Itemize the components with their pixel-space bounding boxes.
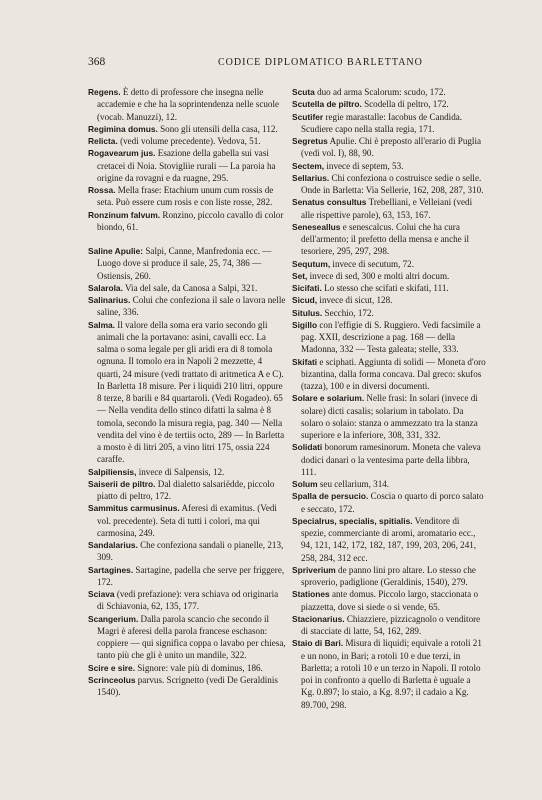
glossary-entry [292, 294, 486, 306]
entry-headword: Salarola. [88, 282, 123, 293]
glossary-entry [88, 245, 286, 282]
entry-definition: invece di sed, 300 e molti altri docum. [307, 270, 450, 281]
entry-definition: Via del sale, da Canosa a Salpi, 321. [122, 282, 258, 293]
entry-headword: Sellarius. [292, 172, 330, 183]
entry-definition: Dalla parola scancio che secondo il Magri è aferesi della parola francese eschason: coppiere — qui significa coppa o lavabo per chiesa, tanto più che gli è unito un mandile, 322. [97, 613, 286, 661]
entry-definition: con l'effigie di S. Ruggiero. Vedi facsimile a pag. XXII, descrizione a pag. 168 — della Madonna, 332 — Testa galeata; stelle, 333. [301, 319, 481, 355]
entry-definition: Venditore di spezie, commerciante di aromi, aromatario ecc., 94, 121, 142, 172, 182, 187, 199, 203, 206, 241, 258, 284, 312 ecc. [301, 515, 477, 563]
entry-definition: invece di Salpensis, 12. [136, 466, 225, 477]
glossary-entry [292, 392, 486, 441]
entry-headword: Staio di Bari. [292, 638, 344, 649]
entry-definition: Salpi, Canne, Manfredonia ecc. — Luogo dove si produce il sale, 25, 74, 386 — Ostiensis, 260. [97, 246, 272, 281]
entry-definition: Chi confeziona o costruisce sedie o selle. Onde in Barletta: Via Sellerie, 162, 208, 287, 310. [301, 172, 484, 195]
entry-headword: Saline Apulie: [88, 246, 144, 256]
entry-headword: Seneseallus [292, 221, 341, 232]
glossary-entry [88, 294, 286, 319]
entry-definition: Il valore della soma era vario secondo gli animali che la portavano: asini, cavalli ecc. La salma o soma legale per gli aridi era di 8 tomola ognuna. Il tomolo era in Napoli 2 mezzette, 4 quarti, 24 misure (vedi trattato di aritmetica A e C). In Barletta 18 misure. Per i liquidi 210 litri, oppure 8 terze, 8 barili e 84 quartaroli. (Vedi Rogadeo). 65 — Nella vendita dello stinco difatti la salma è 8 tomola, secondo la misura regia, pag. 340 — Nella vendita del vino è de tertiis octo, 289 — In Barletta a mosto è di litri 205, a vino litri 175, ossia 224 caraffe. [97, 319, 285, 465]
entry-headword: Sequtum, [292, 258, 331, 269]
entry-headword: Regens. [88, 87, 121, 97]
entry-definition: invece di sicut, 128. [317, 295, 393, 306]
entry-definition: Sartagine, padella che serve per friggere, 172. [97, 564, 285, 587]
glossary-entry [292, 270, 486, 282]
glossary-entry [88, 662, 286, 674]
entry-headword: Sartagines. [88, 564, 134, 575]
glossary-entry [88, 319, 286, 466]
entry-definition: (vedi prefazione): vera schiava od originaria di Schiavonia, 62, 135, 177. [97, 589, 279, 612]
right-column [292, 86, 486, 711]
entry-headword: Salinarius. [88, 295, 131, 305]
entry-headword: Sicud, [292, 295, 318, 306]
entry-headword: Sciava [88, 589, 115, 599]
entry-headword: Salma. [88, 319, 116, 330]
entry-headword: Scutifer [292, 111, 324, 122]
entry-definition: ante domus. Piccolo largo, staccionata o piazzetta, dove si siede o si vende, 65. [301, 589, 479, 612]
entry-definition: Scodella di peltro, 172. [361, 99, 449, 110]
entry-definition: Sono gli utensili della casa, 112. [157, 123, 278, 134]
entry-headword: Salpiliensis, [88, 466, 137, 477]
entry-definition: invece di septem, 53. [324, 160, 404, 171]
glossary-entry [88, 674, 286, 699]
glossary-entry [292, 172, 486, 197]
glossary-entry [292, 564, 486, 589]
entry-definition: Secchio, 172. [322, 307, 374, 318]
entry-headword: Set, [292, 270, 308, 281]
glossary-entry [292, 441, 486, 478]
entry-headword: Regimina domus. [88, 123, 158, 134]
entry-definition: È detto di professore che insegna nelle accademie e che ha la soprintendenza nelle scuole (vocab. Manuzzi), 12. [97, 87, 280, 122]
entry-headword: Spalla de persucio. [292, 491, 369, 502]
entry-headword: Scire e sire. [88, 662, 136, 673]
entry-definition: Signore: vale più di dominus, 186. [135, 662, 263, 673]
glossary-entry [88, 478, 286, 503]
running-head: CODICE DIPLOMATICO BARLETTANO [218, 57, 423, 68]
entry-headword: Solare e solarium. [292, 393, 365, 404]
glossary-entry [292, 282, 486, 294]
entry-definition: Colui che confeziona il sale o lavora nelle saline, 336. [97, 295, 286, 318]
glossary-entry [292, 160, 486, 172]
glossary-entry [88, 466, 286, 478]
entry-headword: Sandalarius. [88, 540, 138, 550]
entry-headword: Stationes [292, 589, 330, 600]
glossary-entry [292, 319, 486, 356]
glossary-entry [292, 258, 486, 270]
glossary-entry [292, 588, 486, 613]
glossary-entry [88, 502, 286, 539]
glossary-entry [88, 564, 286, 589]
entry-definition: (vedi volume precedente). Vedova, 51. [117, 136, 261, 146]
entry-definition: bonorum ramesinorum. Moneta che valeva dodici danari o la ventesima parte della libbra, 111. [301, 442, 481, 477]
entry-headword: Sicifati. [292, 283, 322, 293]
page-number: 368 [88, 56, 106, 68]
glossary-entry [292, 515, 486, 564]
glossary-entry [88, 184, 286, 209]
entry-definition: Mella frase: Etachium unum cum rossis de seta. Può essere cum rosis e con liste rosse, 282. [97, 185, 274, 208]
entry-definition: parvus. Scrignetto (vedi De Geraldinis 1540). [97, 674, 278, 697]
entry-definition: Ronzino, piccolo cavallo di color biondo, 61. [97, 209, 284, 232]
glossary-entry [88, 86, 286, 123]
entry-definition: Apulie. Chi è preposto all'erario di Puglia (vedi vol. I), 88, 90. [301, 136, 482, 159]
glossary-entry [292, 356, 486, 393]
entry-definition: duo ad arma Scalorum: scudo, 172. [314, 87, 446, 97]
glossary-entry [292, 111, 486, 136]
entry-definition: Misura di liquidi; equivale a rotoli 21 e un nono, in Bari; a rotoli 10 e due terzi, in Barletta; a rotoli 10 e un terzo in Napoli. Il rotolo poi in confronto a quello di Barletta è uguale a Kg. 0.897; lo staio, a Kg. 8.97; il cadaio a Kg. 89.700, 298. [301, 638, 482, 710]
entry-definition: Che confeziona sandali o pianelle, 213, 309. [97, 540, 284, 563]
entry-headword: Saiserii de piltro. [88, 478, 156, 489]
entry-headword: Scutella de piltro. [292, 99, 362, 110]
glossary-entry [88, 588, 286, 613]
entry-definition: Lo stesso che scifati e skifati, 111. [321, 283, 449, 293]
entry-definition: seu cellarium, 314. [317, 479, 390, 489]
entry-headword: Relicta. [88, 136, 118, 146]
entry-definition: Nelle frasi: In solari (invece di solare) dicti casalis; solarium in tabolato. Da solaro o solaio: stanza o ammezzato tra la stanza superiore e la inferiore, 308, 331, 332. [301, 393, 478, 440]
glossary-entry [88, 147, 286, 184]
entry-headword: Spriverium [292, 564, 336, 575]
entry-headword: Skifati [292, 356, 318, 367]
entry-definition: Esazione della gabella sui vasi cretacei di Noia. Stovigliie rurali — La paroia ha origine da rovagni e da ruagne, 295. [97, 148, 276, 183]
glossary-entry [292, 98, 486, 110]
entry-headword: Solidati [292, 442, 323, 453]
glossary-entry [88, 539, 286, 564]
entry-headword: Sammitus carmusinus. [88, 503, 180, 514]
entry-headword: Rossa. [88, 185, 116, 195]
glossary-entry [88, 613, 286, 662]
entry-definition: Coscia o quarto di porco salato e seccato, 172. [301, 491, 484, 514]
glossary-entry [292, 613, 486, 638]
entry-headword: Sigillo [292, 319, 318, 330]
glossary-entry [292, 637, 486, 711]
entry-headword: Senatus consultus [292, 197, 367, 208]
page-header [88, 56, 480, 72]
entry-headword: Stacionarius. [292, 613, 345, 624]
glossary-entry [88, 135, 286, 147]
glossary-entry [292, 307, 486, 319]
entry-definition: e sciphati. Aggiunta di solidi — Moneta d'oro bizantina, dalla forma concava. Dal greco: skufos (tazza), 100 e in diversi documenti. [301, 356, 486, 391]
entry-headword: Scuta [292, 87, 315, 97]
entry-definition: Aferesi di examitus. (Vedi vol. precedente). Seta di tutti i colori, ma qui carmosina, 249. [97, 503, 277, 538]
glossary-entry [292, 135, 486, 160]
entry-headword: Ronzinum falvum. [88, 209, 161, 220]
glossary-entry [292, 490, 486, 515]
entry-headword: Segretus [292, 136, 328, 146]
entry-headword: Rogavearum jus. [88, 148, 156, 159]
entry-headword: Solum [292, 479, 318, 489]
glossary-entry [292, 478, 486, 490]
entry-definition: invece di secutum, 72. [330, 258, 414, 269]
glossary-entry [292, 86, 486, 98]
entry-headword: Scangerium. [88, 613, 139, 624]
glossary-entry [292, 221, 486, 258]
entry-headword: Sectem, [292, 160, 325, 171]
entry-definition: Trebelliani, e Velleiani (vedi alle rispettive parole), 63, 153, 167. [301, 197, 473, 220]
entry-definition: regie marastalle: Iacobus de Candida. Scudiere capo nella stalla regia, 171. [301, 111, 463, 134]
glossary-entry [292, 196, 486, 221]
entry-headword: Specialrus, specialis, spitialis. [292, 515, 413, 526]
entry-definition: Dal dialetto salsariëdde, piccolo piatto di peltro, 172. [97, 478, 275, 501]
entry-definition: e senescalcus. Colui che ha cura dell'armento; il prefetto della mensa e anche il tesoriere, 295, 297, 298. [301, 221, 470, 257]
entry-definition: de panno lini pro altare. Lo stesso che sproverio, padiglione (Geraldinis, 1540), 279. [301, 564, 476, 587]
glossary-entry [88, 282, 286, 294]
entry-headword: Scrinceolus [88, 674, 136, 685]
entry-headword: Situlus. [292, 307, 323, 318]
glossary-entry [88, 209, 286, 234]
left-column [88, 86, 286, 698]
glossary-entry [88, 123, 286, 135]
entry-definition: Chiazziere, pizzicagnolo o venditore di stacciate di latte, 54, 162, 289. [301, 613, 481, 636]
